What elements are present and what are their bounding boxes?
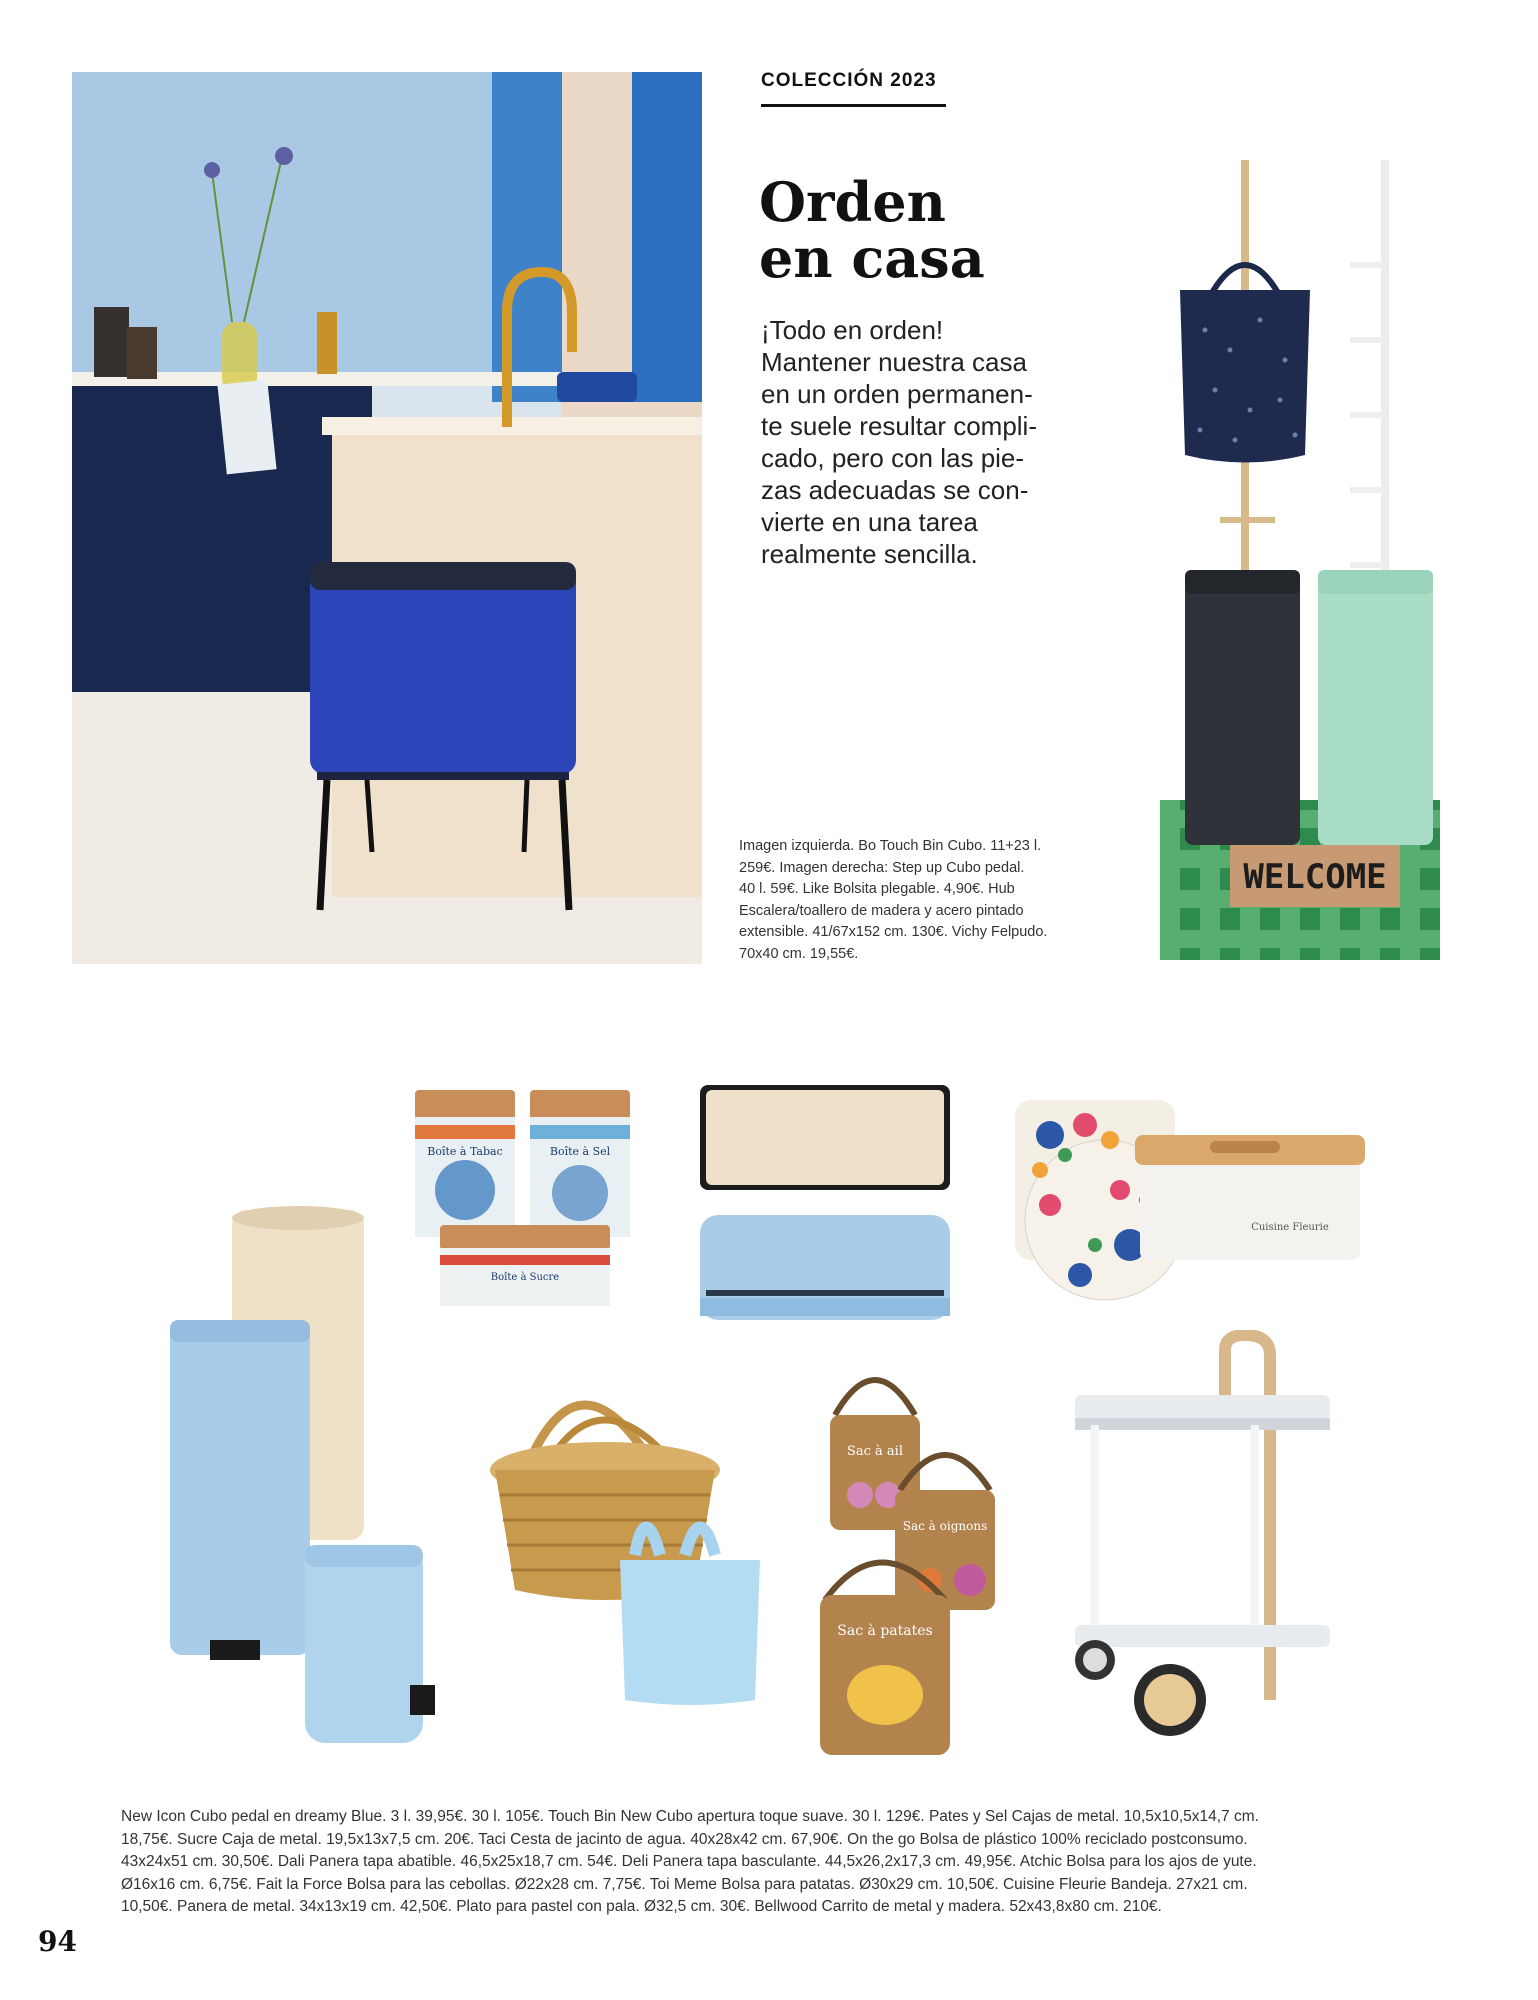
intro-line: vierte en una tarea bbox=[761, 507, 978, 537]
caption-line: extensible. 41/67x152 cm. 130€. Vichy Felpudo. bbox=[739, 924, 1048, 940]
kitchen-photo bbox=[72, 72, 702, 964]
intro-line: en un orden permanen- bbox=[761, 379, 1033, 409]
caption-top bbox=[739, 836, 1109, 965]
intro-line: te suele resultar compli- bbox=[761, 411, 1037, 441]
section-kicker: COLECCIÓN 2023 bbox=[761, 70, 937, 91]
intro-text bbox=[761, 314, 1091, 570]
caption-bottom bbox=[121, 1806, 1421, 1919]
doormat-text: WELCOME bbox=[1243, 857, 1387, 897]
metal-canisters-image bbox=[410, 1085, 635, 1310]
caption-line: 70x40 cm. 19,55€. bbox=[739, 945, 859, 962]
caption-line: 10,50€. Panera de metal. 34x13x19 cm. 42,50€. Plato para pastel con pala. Ø32,5 cm. 30€. Bellwood Carrito de metal y madera. 52x43,8x80 cm. 210€. bbox=[121, 1898, 1162, 1915]
can-label: Boîte à Sucre bbox=[490, 1272, 560, 1283]
intro-line: zas adecuadas se con- bbox=[761, 475, 1029, 505]
can-label: Boîte à Sel bbox=[549, 1145, 611, 1158]
ladder-bins-doormat-image bbox=[1160, 150, 1460, 970]
intro-line: cado, pero con las pie- bbox=[761, 443, 1025, 473]
bar-cart-image bbox=[1065, 1330, 1345, 1750]
caption-line: 43x24x51 cm. 30,50€. Dali Panera tapa abatible. 46,5x25x18,7 cm. 54€. Deli Panera tapa basculante. 44,5x26,2x17,3 cm. 49,95€. Atchic Bolsa para los ajos de yute. bbox=[121, 1853, 1257, 1870]
floral-tray-box-image bbox=[1010, 1095, 1370, 1320]
jute-bag-label: Sac à oignons bbox=[902, 1519, 988, 1533]
caption-line: 18,75€. Sucre Caja de metal. 19,5x13x7,5 cm. 20€. Taci Cesta de jacinto de agua. 40x28x42 cm. 67,90€. On the go Bolsa de plástico 100% reciclado postconsumo. bbox=[121, 1830, 1248, 1848]
jute-bag-label: Sac à patates bbox=[837, 1623, 933, 1639]
caption-line: Ø16x16 cm. 6,75€. Fait la Force Bolsa para las cebollas. Ø22x28 cm. 7,75€. Toi Meme Bolsa para patatas. Ø30x29 cm. 10,50€. Cuisine Fleurie Bandeja. 27x21 cm. bbox=[121, 1875, 1248, 1893]
intro-line: ¡Todo en orden! bbox=[761, 315, 944, 345]
caption-line: 40 l. 59€. Like Bolsita plegable. 4,90€. Hub bbox=[739, 881, 1015, 897]
title-line-2: en casa bbox=[759, 226, 985, 290]
caption-line: Escalera/toallero de madera y acero pintado bbox=[739, 902, 1024, 919]
kicker-underline bbox=[761, 104, 946, 107]
caption-line: Imagen izquierda. Bo Touch Bin Cubo. 11+23 l. bbox=[739, 838, 1042, 854]
page-number: 94 bbox=[38, 1925, 77, 1958]
intro-line: Mantener nuestra casa bbox=[761, 347, 1027, 377]
caption-line: New Icon Cubo pedal en dreamy Blue. 3 l. 39,95€. 30 l. 105€. Touch Bin New Cubo apertura toque suave. 30 l. 129€. Pates y Sel Cajas de metal. 10,5x10,5x14,7 cm. bbox=[121, 1808, 1259, 1825]
page-title bbox=[759, 170, 985, 290]
title-line-1: Orden bbox=[759, 170, 946, 234]
can-label: Boîte à Tabac bbox=[427, 1145, 503, 1158]
jute-bag-label: Sac à ail bbox=[846, 1444, 904, 1459]
caption-line: 259€. Imagen derecha: Step up Cubo pedal. bbox=[739, 859, 1025, 876]
bread-bins-image bbox=[690, 1080, 960, 1325]
intro-line: realmente sencilla. bbox=[761, 539, 978, 569]
basket-bag-image bbox=[470, 1360, 780, 1715]
jute-bags-image bbox=[820, 1355, 1020, 1760]
box-label: Cuisine Fleurie bbox=[1251, 1222, 1329, 1233]
